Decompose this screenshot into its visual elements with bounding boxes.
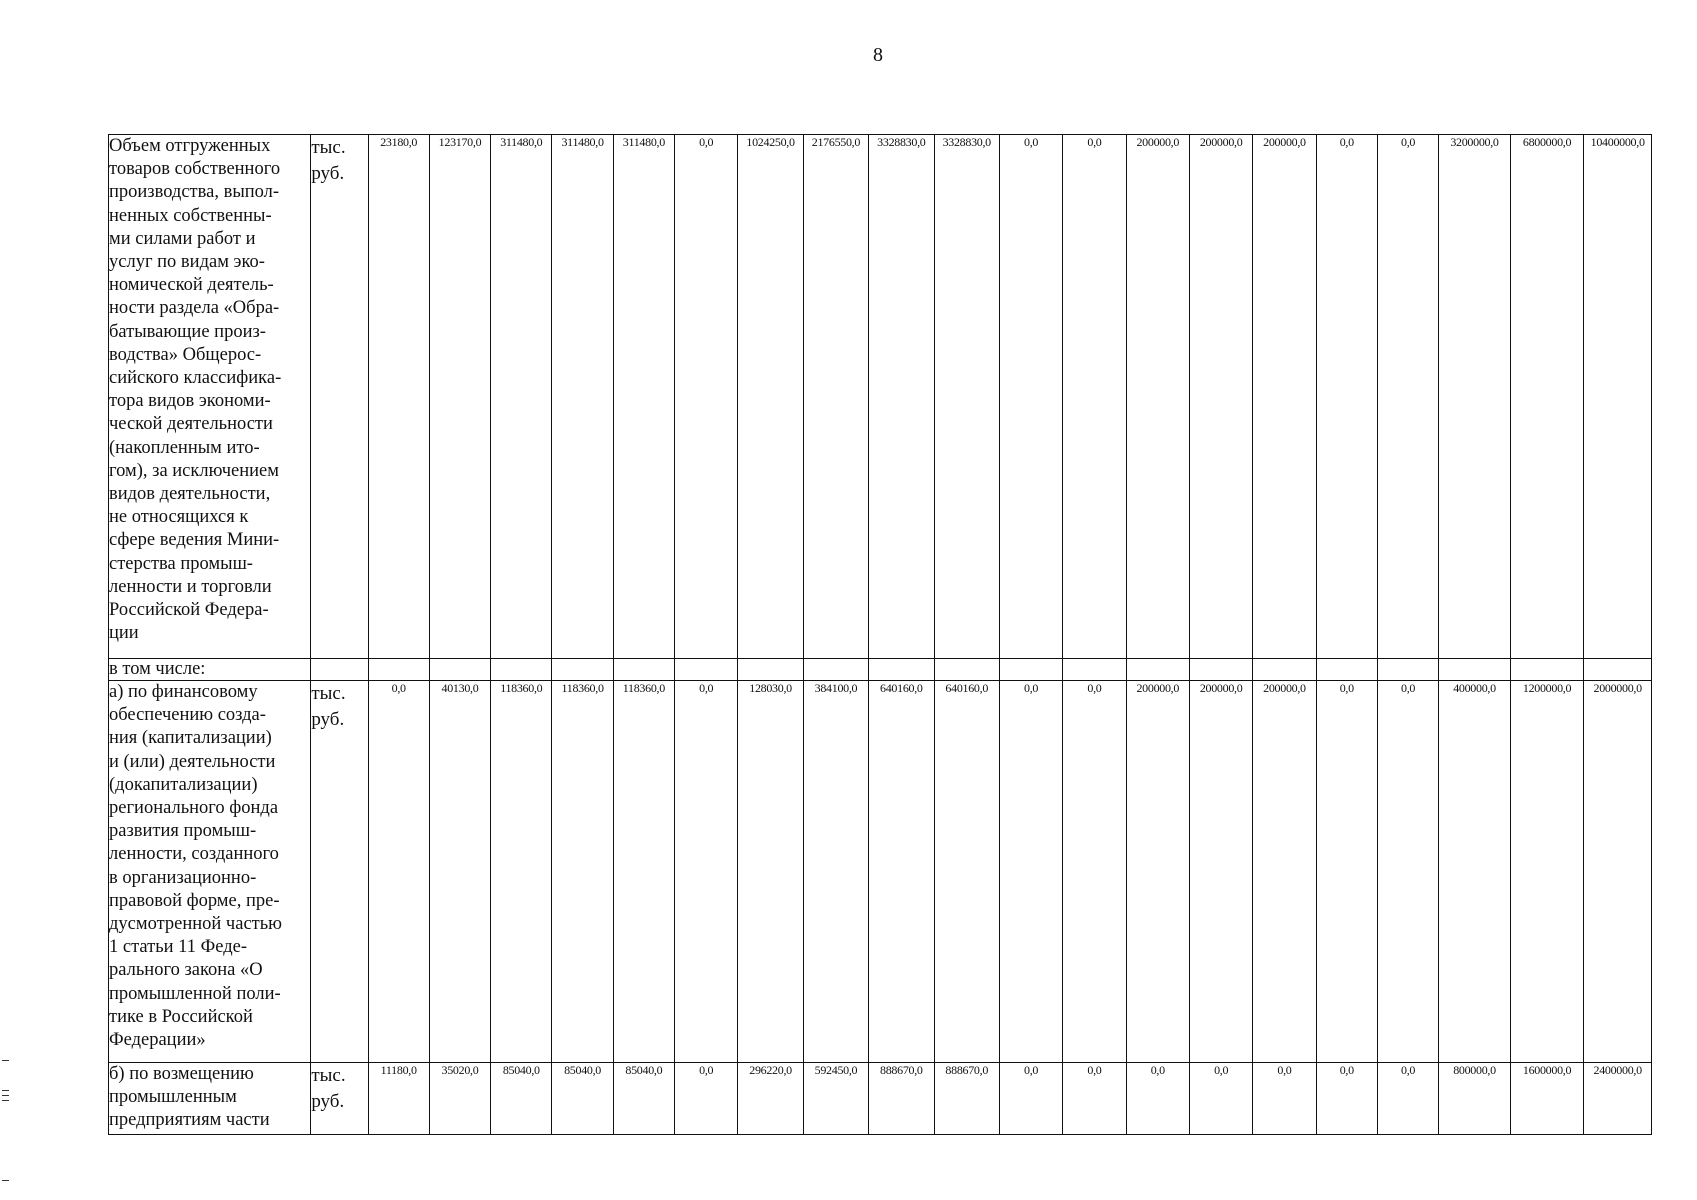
indicator-label-line: промышленным (109, 1087, 237, 1108)
empty-cell (429, 659, 490, 681)
value-cell: 0,0 (1377, 681, 1438, 1063)
empty-cell (552, 659, 613, 681)
subheading-cell: в том числе: (109, 659, 311, 681)
unit-line: руб. (311, 1091, 345, 1112)
indicator-label-line: обеспечению созда- (109, 705, 266, 726)
value-cell: 0,0 (368, 681, 429, 1063)
value-cell: 2000000,0 (1584, 681, 1652, 1063)
page-number: 8 (873, 44, 883, 66)
indicator-label-line: производства, выпол- (109, 182, 280, 203)
value-cell: 0,0 (1316, 135, 1377, 659)
value-cell: 311480,0 (552, 135, 613, 659)
value-cell: 640160,0 (934, 681, 999, 1063)
value-cell: 0,0 (1316, 681, 1377, 1063)
unit-line: тыс. (311, 137, 346, 158)
indicators-table (108, 134, 1652, 1135)
unit-line: руб. (311, 163, 345, 184)
indicator-label-line: ции (109, 623, 139, 644)
indicator-label-line: водства» Общерос- (109, 344, 262, 365)
indicator-label-line: услуг по видам эко- (109, 252, 265, 273)
table-row (109, 681, 1652, 1063)
indicator-label-line: ности раздела «Обра- (109, 298, 280, 319)
indicator-label-cell (109, 135, 311, 659)
indicator-label-line: стерства промыш- (109, 553, 253, 574)
value-cell: 640160,0 (869, 681, 934, 1063)
value-cell: 118360,0 (552, 681, 613, 1063)
unit-line: тыс. (311, 683, 346, 704)
value-cell: 40130,0 (429, 681, 490, 1063)
empty-cell (1439, 659, 1511, 681)
subheading-row (109, 659, 1652, 681)
value-cell: 0,0 (1063, 1063, 1126, 1135)
indicator-label-line: тора видов экономи- (109, 391, 271, 412)
empty-cell (738, 659, 803, 681)
empty-cell (1126, 659, 1189, 681)
value-cell: 123170,0 (429, 135, 490, 659)
indicator-label-line: ческой деятельности (109, 414, 273, 435)
indicator-label-line: а) по финансовому (109, 682, 258, 702)
table-row (109, 1063, 1652, 1135)
value-cell: 118360,0 (613, 681, 674, 1063)
indicator-label-line: предприятиям части (109, 1110, 270, 1131)
value-cell: 1024250,0 (738, 135, 803, 659)
indicator-label-line: ния (капитализации) (109, 728, 272, 749)
scan-edge-mark (2, 1100, 9, 1101)
value-cell: 10400000,0 (1584, 135, 1652, 659)
scan-edge-mark (2, 1060, 9, 1061)
indicator-label-line: сфере ведения Мини- (109, 530, 280, 551)
value-cell: 0,0 (999, 135, 1062, 659)
scan-edge-mark (2, 1180, 9, 1181)
value-cell: 23180,0 (368, 135, 429, 659)
unit-cell (311, 135, 368, 659)
indicator-label-line: номической деятель- (109, 275, 274, 296)
unit-cell (311, 1063, 368, 1135)
empty-cell (675, 659, 738, 681)
value-cell: 85040,0 (491, 1063, 552, 1135)
value-cell: 35020,0 (429, 1063, 490, 1135)
indicator-label-line: в организационно- (109, 867, 257, 888)
value-cell: 118360,0 (491, 681, 552, 1063)
empty-cell (491, 659, 552, 681)
value-cell: 0,0 (999, 681, 1062, 1063)
value-cell: 0,0 (1063, 681, 1126, 1063)
table-row (109, 135, 1652, 659)
indicator-label-line: регионального фонда (109, 798, 279, 819)
unit-line: руб. (311, 709, 345, 730)
indicator-label-line: тике в Российской (109, 1006, 253, 1027)
indicator-label-line: видов деятельности, (109, 484, 271, 505)
value-cell: 0,0 (675, 681, 738, 1063)
indicator-label-line: батывающие произ- (109, 321, 266, 342)
value-cell: 128030,0 (738, 681, 803, 1063)
value-cell: 888670,0 (934, 1063, 999, 1135)
indicator-label-line: ленности и торговли (109, 576, 272, 597)
value-cell: 0,0 (1253, 1063, 1316, 1135)
empty-cell (368, 659, 429, 681)
value-cell: 200000,0 (1126, 681, 1189, 1063)
indicator-label-line: дусмотренной частью (109, 914, 283, 935)
indicator-label-line: (докапитализации) (109, 774, 258, 795)
value-cell: 85040,0 (613, 1063, 674, 1135)
value-cell: 400000,0 (1439, 681, 1511, 1063)
indicator-label-line: ленности, созданного (109, 844, 279, 865)
indicator-label-line: правовой форме, пре- (109, 890, 280, 911)
empty-cell (803, 659, 868, 681)
value-cell: 2176550,0 (803, 135, 868, 659)
value-cell: 0,0 (1377, 1063, 1438, 1135)
value-cell: 3200000,0 (1439, 135, 1511, 659)
indicator-label-line: ненных собственны- (109, 205, 272, 226)
value-cell: 200000,0 (1253, 135, 1316, 659)
value-cell: 0,0 (1377, 135, 1438, 659)
value-cell: 0,0 (675, 1063, 738, 1135)
indicator-label-line: и (или) деятельности (109, 751, 276, 772)
value-cell: 384100,0 (803, 681, 868, 1063)
value-cell: 296220,0 (738, 1063, 803, 1135)
value-cell: 200000,0 (1189, 135, 1252, 659)
value-cell: 2400000,0 (1584, 1063, 1652, 1135)
value-cell: 200000,0 (1126, 135, 1189, 659)
indicator-label-line: ми силами работ и (109, 228, 256, 249)
value-cell: 3328830,0 (934, 135, 999, 659)
value-cell: 0,0 (1316, 1063, 1377, 1135)
indicator-label-line: гом), за исключением (109, 460, 279, 481)
indicator-label-line: (накопленным ито- (109, 437, 260, 458)
empty-cell (613, 659, 674, 681)
value-cell: 1200000,0 (1510, 681, 1584, 1063)
indicator-label-line: б) по возмещению (109, 1064, 254, 1084)
value-cell: 592450,0 (803, 1063, 868, 1135)
indicator-label-line: Федерации» (109, 1030, 206, 1051)
empty-cell (1510, 659, 1584, 681)
value-cell: 311480,0 (491, 135, 552, 659)
empty-cell (1316, 659, 1377, 681)
empty-cell (311, 659, 368, 681)
value-cell: 85040,0 (552, 1063, 613, 1135)
empty-cell (934, 659, 999, 681)
indicator-label-line: промышленной поли- (109, 983, 281, 1004)
indicator-label-line: Объем отгруженных (109, 136, 271, 156)
indicator-label-line: сийского классифика- (109, 368, 282, 389)
empty-cell (1584, 659, 1652, 681)
unit-cell (311, 681, 368, 1063)
value-cell: 0,0 (1189, 1063, 1252, 1135)
indicator-label-line: развития промыш- (109, 821, 257, 842)
value-cell: 200000,0 (1189, 681, 1252, 1063)
indicator-label-line: 1 статьи 11 Феде- (109, 937, 247, 958)
value-cell: 311480,0 (613, 135, 674, 659)
empty-cell (1063, 659, 1126, 681)
indicator-label-line: не относящихся к (109, 507, 249, 528)
value-cell: 3328830,0 (869, 135, 934, 659)
value-cell: 0,0 (1126, 1063, 1189, 1135)
empty-cell (1253, 659, 1316, 681)
value-cell: 800000,0 (1439, 1063, 1511, 1135)
value-cell: 888670,0 (869, 1063, 934, 1135)
value-cell: 0,0 (999, 1063, 1062, 1135)
value-cell: 6800000,0 (1510, 135, 1584, 659)
value-cell: 0,0 (675, 135, 738, 659)
empty-cell (1377, 659, 1438, 681)
indicator-label-cell (109, 681, 311, 1063)
indicator-label-line: рального закона «О (109, 960, 263, 981)
empty-cell (999, 659, 1062, 681)
indicator-label-line: товаров собственного (109, 159, 281, 180)
scan-edge-mark (2, 1090, 9, 1091)
value-cell: 200000,0 (1253, 681, 1316, 1063)
empty-cell (1189, 659, 1252, 681)
value-cell: 1600000,0 (1510, 1063, 1584, 1135)
empty-cell (869, 659, 934, 681)
scan-edge-mark (2, 1095, 9, 1096)
value-cell: 11180,0 (368, 1063, 429, 1135)
indicator-label-cell (109, 1063, 311, 1135)
unit-line: тыс. (311, 1065, 346, 1086)
indicator-label-line: Российской Федера- (109, 600, 269, 621)
value-cell: 0,0 (1063, 135, 1126, 659)
